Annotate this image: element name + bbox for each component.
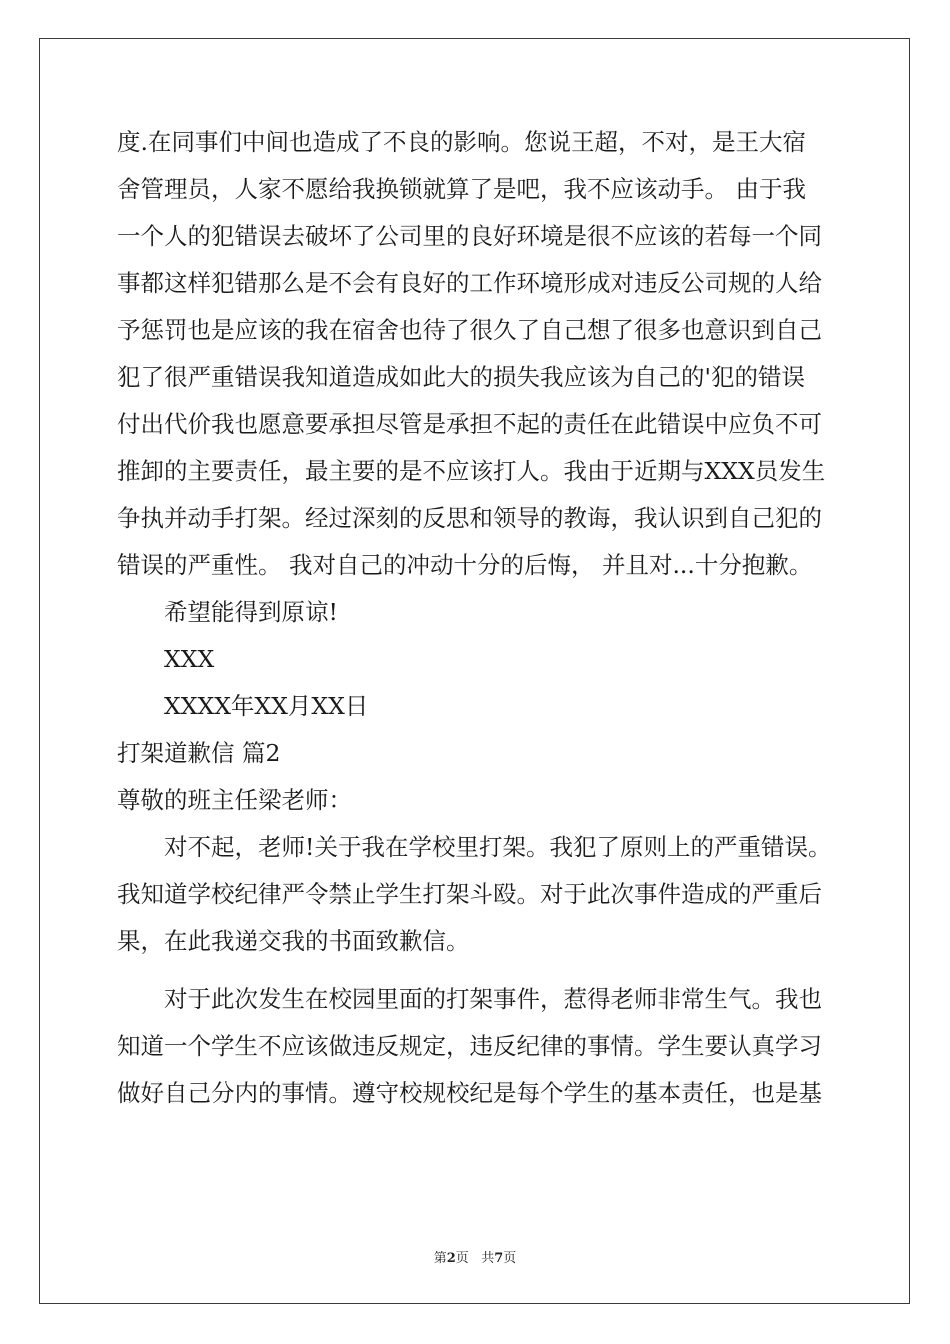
text-line: 知道一个学生不应该做违反规定，违反纪律的事情。学生要认真学习	[117, 1032, 822, 1060]
text-line: 一个人的犯错误去破坏了公司里的良好环境是很不应该的若每一个同	[117, 222, 822, 250]
text-line: 付出代价我也愿意要承担尽管是承担不起的责任在此错误中应负不可	[117, 410, 822, 438]
signature-date: XXXX年XX月XX日	[164, 692, 369, 720]
text-line: 事都这样犯错那么是不会有良好的工作环境形成对违反公司规的人给	[117, 269, 822, 297]
page-footer	[0, 1247, 950, 1266]
text-line: 犯了很严重错误我知道造成如此大的损失我应该为自己的'犯的错误	[117, 363, 805, 391]
text-line: 予惩罚也是应该的我在宿舍也待了很久了自己想了很多也意识到自己	[117, 316, 822, 344]
text-line: 我知道学校纪律严令禁止学生打架斗殴。对于此次事件造成的严重后	[117, 880, 822, 908]
text-line: 错误的严重性。 我对自己的冲动十分的后悔， 并且对...十分抱歉。	[117, 551, 813, 579]
closing-line: 希望能得到原谅!	[164, 598, 338, 626]
text-line: 度.在同事们中间也造成了不良的影响。您说王超，不对，是王大宿	[117, 128, 806, 156]
text-line: 推卸的主要责任，最主要的是不应该打人。我由于近期与XXX员发生	[117, 457, 826, 485]
total-page-count: 7	[494, 1251, 504, 1266]
text-line: 果，在此我递交我的书面致歉信。	[117, 927, 470, 955]
footer-middle: 页 共	[455, 1251, 495, 1266]
footer-suffix: 页	[503, 1251, 517, 1266]
section-heading: 打架道歉信 篇2	[117, 739, 281, 767]
current-page-number: 2	[446, 1251, 456, 1266]
footer-prefix: 第	[433, 1251, 447, 1266]
text-line: 争执并动手打架。经过深刻的反思和领导的教诲，我认识到自己犯的	[117, 504, 822, 532]
text-line: 做好自己分内的事情。遵守校规校纪是每个学生的基本责任，也是基	[117, 1079, 822, 1107]
text-line: 对于此次发生在校园里面的打架事件，惹得老师非常生气。我也	[164, 985, 822, 1013]
salutation: 尊敬的班主任梁老师：	[117, 786, 352, 814]
signature-name: XXX	[164, 645, 215, 673]
text-line: 对不起，老师!关于我在学校里打架。我犯了原则上的严重错误。	[164, 833, 832, 861]
text-line: 舍管理员，人家不愿给我换锁就算了是吧，我不应该动手。 由于我	[117, 175, 806, 203]
